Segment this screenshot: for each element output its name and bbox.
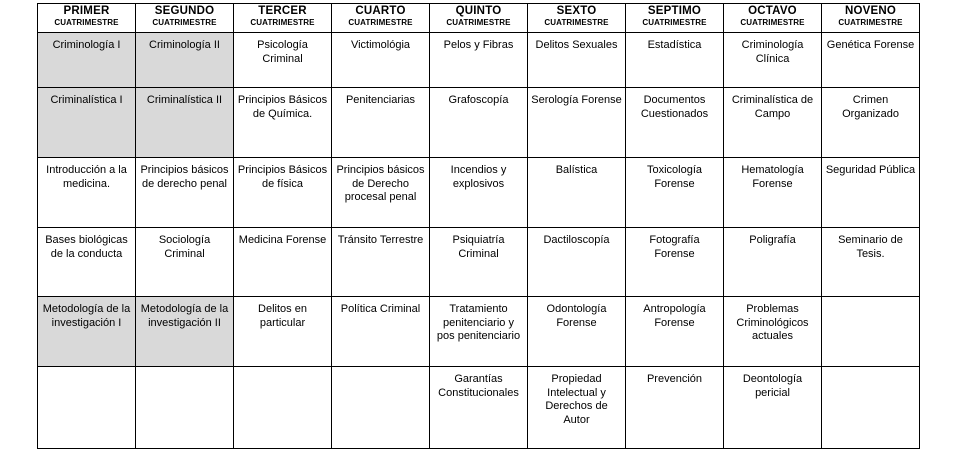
table-cell <box>822 367 920 449</box>
table-cell: Criminología Clínica <box>724 33 822 88</box>
table-cell: Crimen Organizado <box>822 88 920 158</box>
table-cell: Victimológia <box>332 33 430 88</box>
table-cell: Medicina Forense <box>234 228 332 297</box>
table-cell: Antropología Forense <box>626 297 724 367</box>
header-subtitle: CUATRIMESTRE <box>250 17 315 27</box>
table-cell: Grafoscopía <box>430 88 528 158</box>
table-cell <box>822 297 920 367</box>
table-row <box>38 33 920 88</box>
table-cell: Dactiloscopía <box>528 228 626 297</box>
table-cell: Tránsito Terrestre <box>332 228 430 297</box>
table-cell: Problemas Criminológicos actuales <box>724 297 822 367</box>
header-title: NOVENO <box>844 5 897 17</box>
table-cell: Criminología II <box>136 33 234 88</box>
table-cell: Incendios y explosivos <box>430 158 528 228</box>
header-cell-7 <box>626 4 724 33</box>
header-subtitle: CUATRIMESTRE <box>544 17 609 27</box>
table-cell: Pelos y Fibras <box>430 33 528 88</box>
table-cell: Odontología Forense <box>528 297 626 367</box>
header-cell-2 <box>136 4 234 33</box>
header-row <box>38 4 920 33</box>
table-cell: Principios Básicos de física <box>234 158 332 228</box>
table-cell: Propiedad Intelectual y Derechos de Autor <box>528 367 626 449</box>
table-cell: Política Criminal <box>332 297 430 367</box>
table-row <box>38 158 920 228</box>
header-cell-6 <box>528 4 626 33</box>
header-title: SEXTO <box>556 5 597 17</box>
header-cell-3 <box>234 4 332 33</box>
table-cell: Prevención <box>626 367 724 449</box>
table-cell: Delitos en particular <box>234 297 332 367</box>
table-cell: Criminalística II <box>136 88 234 158</box>
table-cell: Principios Básicos de Química. <box>234 88 332 158</box>
header-subtitle: CUATRIMESTRE <box>642 17 707 27</box>
table-cell: Poligrafía <box>724 228 822 297</box>
table-cell: Hematología Forense <box>724 158 822 228</box>
header-subtitle: CUATRIMESTRE <box>348 17 413 27</box>
table-cell: Criminalística I <box>38 88 136 158</box>
table-cell: Bases biológicas de la conducta <box>38 228 136 297</box>
table-cell: Sociología Criminal <box>136 228 234 297</box>
table-cell: Metodología de la investigación I <box>38 297 136 367</box>
table-cell: Introducción a la medicina. <box>38 158 136 228</box>
header-cell-8 <box>724 4 822 33</box>
header-subtitle: CUATRIMESTRE <box>54 17 119 27</box>
header-title: SEGUNDO <box>154 5 215 17</box>
table-cell: Serología Forense <box>528 88 626 158</box>
table-row <box>38 367 920 449</box>
table-cell <box>38 367 136 449</box>
curriculum-table <box>37 3 920 449</box>
table-row <box>38 297 920 367</box>
header-subtitle: CUATRIMESTRE <box>838 17 903 27</box>
table-cell: Seguridad Pública <box>822 158 920 228</box>
table-cell: Balística <box>528 158 626 228</box>
header-cell-1 <box>38 4 136 33</box>
table-cell: Criminalística de Campo <box>724 88 822 158</box>
table-cell: Estadística <box>626 33 724 88</box>
table-cell: Garantías Constitucionales <box>430 367 528 449</box>
table-cell: Principios básicos de Derecho procesal penal <box>332 158 430 228</box>
table-cell: Delitos Sexuales <box>528 33 626 88</box>
table-cell: Tratamiento penitenciario y pos penitenciario <box>430 297 528 367</box>
table-cell: Psicología Criminal <box>234 33 332 88</box>
table-cell: Psiquiatría Criminal <box>430 228 528 297</box>
table-body <box>38 33 920 449</box>
header-title: OCTAVO <box>748 5 797 17</box>
table-cell: Criminología I <box>38 33 136 88</box>
header-cell-5 <box>430 4 528 33</box>
table-row <box>38 88 920 158</box>
table-cell: Penitenciarias <box>332 88 430 158</box>
header-title: QUINTO <box>455 5 502 17</box>
table-cell: Seminario de Tesis. <box>822 228 920 297</box>
header-title: CUARTO <box>355 5 406 17</box>
header-subtitle: CUATRIMESTRE <box>446 17 511 27</box>
table-cell: Principios básicos de derecho penal <box>136 158 234 228</box>
table-header <box>38 4 920 33</box>
table-cell <box>332 367 430 449</box>
header-title: PRIMER <box>63 5 110 17</box>
table-cell <box>234 367 332 449</box>
table-cell: Genética Forense <box>822 33 920 88</box>
header-subtitle: CUATRIMESTRE <box>740 17 805 27</box>
table-cell: Metodología de la investigación II <box>136 297 234 367</box>
header-title: SEPTIMO <box>647 5 702 17</box>
header-title: TERCER <box>258 5 307 17</box>
table-cell: Documentos Cuestionados <box>626 88 724 158</box>
header-cell-4 <box>332 4 430 33</box>
header-cell-9 <box>822 4 920 33</box>
table-row <box>38 228 920 297</box>
table-cell: Deontología pericial <box>724 367 822 449</box>
table-cell <box>136 367 234 449</box>
table-cell: Toxicología Forense <box>626 158 724 228</box>
header-subtitle: CUATRIMESTRE <box>152 17 217 27</box>
table-cell: Fotografía Forense <box>626 228 724 297</box>
